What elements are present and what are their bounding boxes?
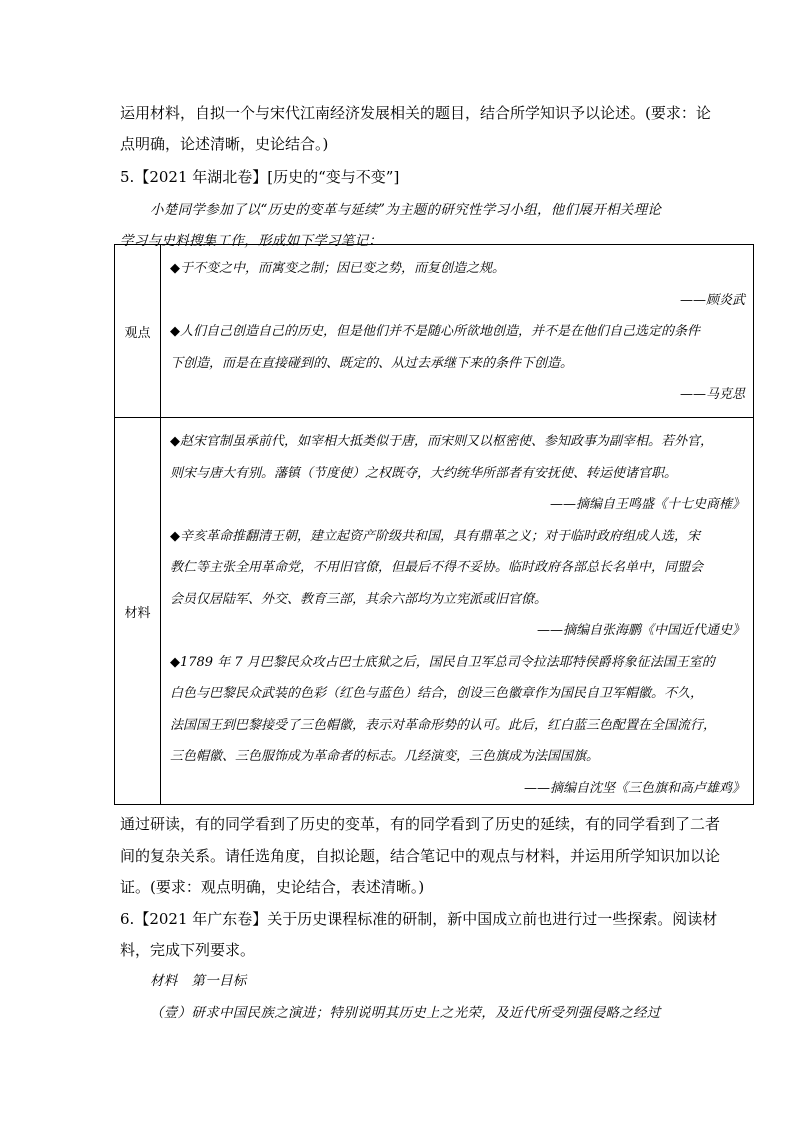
material-2-line-2: 教仁等主张全用革命党，不用旧官僚，但最后不得不妥协。临时政府各部总长名单中，同盟会 — [170, 560, 704, 575]
material-2-source: ——摘编自张海鹏《中国近代通史》 — [536, 623, 745, 638]
question-6-text-2: 料，完成下列要求。 — [120, 941, 256, 959]
question-number: 6. — [120, 910, 135, 928]
material-3-source: ——摘编自沈坚《三色旗和高卢雄鸡》 — [523, 780, 745, 796]
question-5-intro-2: 学习与史料搜集工作，形成如下学习笔记： — [120, 233, 383, 249]
viewpoint-2-source: ——马克思 — [679, 387, 745, 402]
viewpoint-2-line-1: ◆人们自己创造自己的历史，但是他们并不是随心所欲地创造，并不是在他们自己选定的条件 — [170, 324, 700, 339]
material-cell — [161, 418, 754, 805]
material-row — [115, 418, 754, 805]
viewpoint-row — [115, 245, 754, 418]
question-6-material-heading: 材料 第一目标 — [150, 973, 247, 989]
material-2-line-3: 会员仅居陆军、外交、教育三部，其余六部均为立宪派或旧官僚。 — [170, 591, 548, 607]
viewpoint-1: ◆于不变之中，而寓变之制；因已变之势，而复创造之规。 — [170, 261, 505, 276]
viewpoint-1-source: ——顾炎武 — [679, 292, 745, 308]
material-2-line-1: ◆辛亥革命推翻清王朝，建立起资产阶级共和国，具有鼎革之义；对于临时政府组成人选，宋 — [170, 528, 700, 544]
question-5-task-3: 证。(要求：观点明确，史论结合，表述清晰。) — [120, 878, 425, 896]
source-tag: 【2021 年湖北卷】 — [134, 168, 268, 186]
study-notes-table — [114, 244, 754, 805]
intro-line-2: 点明确，论述清晰，史论结合。) — [120, 135, 329, 153]
viewpoint-label: 观点 — [115, 245, 161, 418]
material-label: 材料 — [115, 418, 161, 805]
question-6-text-1: 关于历史课程标准的研制，新中国成立前也进行过一些探索。阅读材 — [267, 910, 718, 928]
intro-line-1: 运用材料，自拟一个与宋代江南经济发展相关的题目，结合所学知识予以论述。(要求：论 — [120, 104, 711, 122]
question-title: [历史的“变与不变”] — [267, 168, 400, 186]
material-3-line-3: 法国国王到巴黎接受了三色帽徽，表示对革命形势的认可。此后，红白蓝三色配置在全国流行， — [170, 717, 717, 733]
material-1-source: ——摘编自王鸣盛《十七史商榷》 — [549, 497, 745, 512]
question-5-intro-1: 小楚同学参加了以“历史的变革与延续”为主题的研究性学习小组，他们展开相关理论 — [150, 202, 662, 218]
viewpoint-cell — [161, 245, 754, 418]
material-1-line-1: ◆赵宋官制虽承前代，如宰相大抵类似于唐，而宋则又以枢密使、参知政事为副宰相。若外官， — [170, 434, 713, 449]
question-5-task-1: 通过研读，有的同学看到了历史的变革，有的同学看到了历史的延续，有的同学看到了二者 — [120, 815, 721, 833]
viewpoint-2-line-2: 下创造，而是在直接碰到的、既定的、从过去承继下来的条件下创造。 — [170, 355, 574, 371]
material-3-line-1: ◆1789 年 7 月巴黎民众攻占巴士底狱之后，国民自卫军总司令拉法耶特侯爵将象征法国王室的 — [170, 654, 715, 670]
question-6-heading — [120, 908, 717, 929]
question-5-heading — [120, 166, 399, 187]
question-6-material-line: （壹）研求中国民族之演进；特别说明其历史上之光荣，及近代所受列强侵略之经过 — [150, 1005, 661, 1021]
question-number: 5. — [120, 168, 135, 186]
material-3-line-2: 白色与巴黎民众武装的色彩（红色与蓝色）结合，创设三色徽章作为国民自卫军帽徽。不久， — [170, 686, 704, 701]
material-3-line-4: 三色帽徽、三色服饰成为革命者的标志。几经演变，三色旗成为法国国旗。 — [170, 749, 600, 764]
material-1-line-2: 则宋与唐大有别。藩镇（节度使）之权既夺，大约统华所部者有安抚使、转运使诸官职。 — [170, 465, 678, 481]
question-5-task-2: 间的复杂关系。请任选角度，自拟论题，结合笔记中的观点与材料，并运用所学知识加以论 — [120, 847, 721, 865]
source-tag: 【2021 年广东卷】 — [134, 910, 268, 928]
